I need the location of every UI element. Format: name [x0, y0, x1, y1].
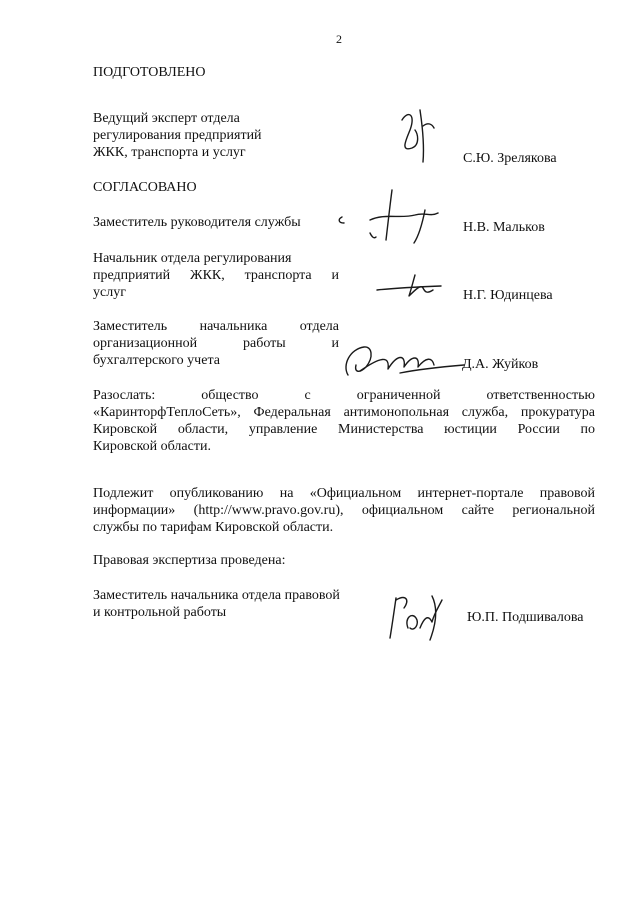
agreed-heading: СОГЛАСОВАНО: [93, 180, 197, 195]
signature-yudintseva: [375, 270, 445, 300]
signature-malkov: [330, 185, 450, 250]
signer-1-position: Заместитель руководителя службы: [93, 215, 301, 230]
signer-1-name: Н.В. Мальков: [463, 220, 545, 235]
signature-zhuykov: [340, 335, 470, 385]
signer-3-position: Заместитель начальника отдела организационной работы и бухгалтерского учета: [93, 319, 339, 368]
signer-2-position: Начальник отдела регулирования предприятий ЖКК, транспорта и услуг: [93, 251, 339, 300]
prepared-name: С.Ю. Зрелякова: [463, 151, 557, 166]
distribution-paragraph: Разослать: общество с ограниченной ответственностью «КаринторфТеплоСеть», Федеральная антимонопольная служба, прокуратура Кировской области, управление Министерства юстиции России по Кировской области.: [93, 388, 595, 454]
prepared-heading: ПОДГОТОВЛЕНО: [93, 65, 206, 80]
expertise-name: Ю.П. Подшивалова: [467, 610, 584, 625]
expertise-text: Правовая экспертиза проведена:: [93, 553, 286, 568]
page-number: 2: [336, 32, 342, 46]
prepared-position: Ведущий эксперт отдела регулирования предприятий ЖКК, транспорта и услуг: [93, 111, 262, 160]
publication-paragraph: Подлежит опубликованию на «Официальном интернет-портале правовой информации» (http://www.pravo.gov.ru), официальном сайте региональной службы по тарифам Кировской области.: [93, 486, 595, 535]
signature-podshivalova: [380, 588, 460, 648]
expertise-position: Заместитель начальника отдела правовой и контрольной работы: [93, 588, 340, 620]
signature-zrelyakova: [390, 100, 440, 170]
signer-3-name: Д.А. Жуйков: [462, 357, 539, 372]
signer-2-name: Н.Г. Юдинцева: [463, 288, 553, 303]
